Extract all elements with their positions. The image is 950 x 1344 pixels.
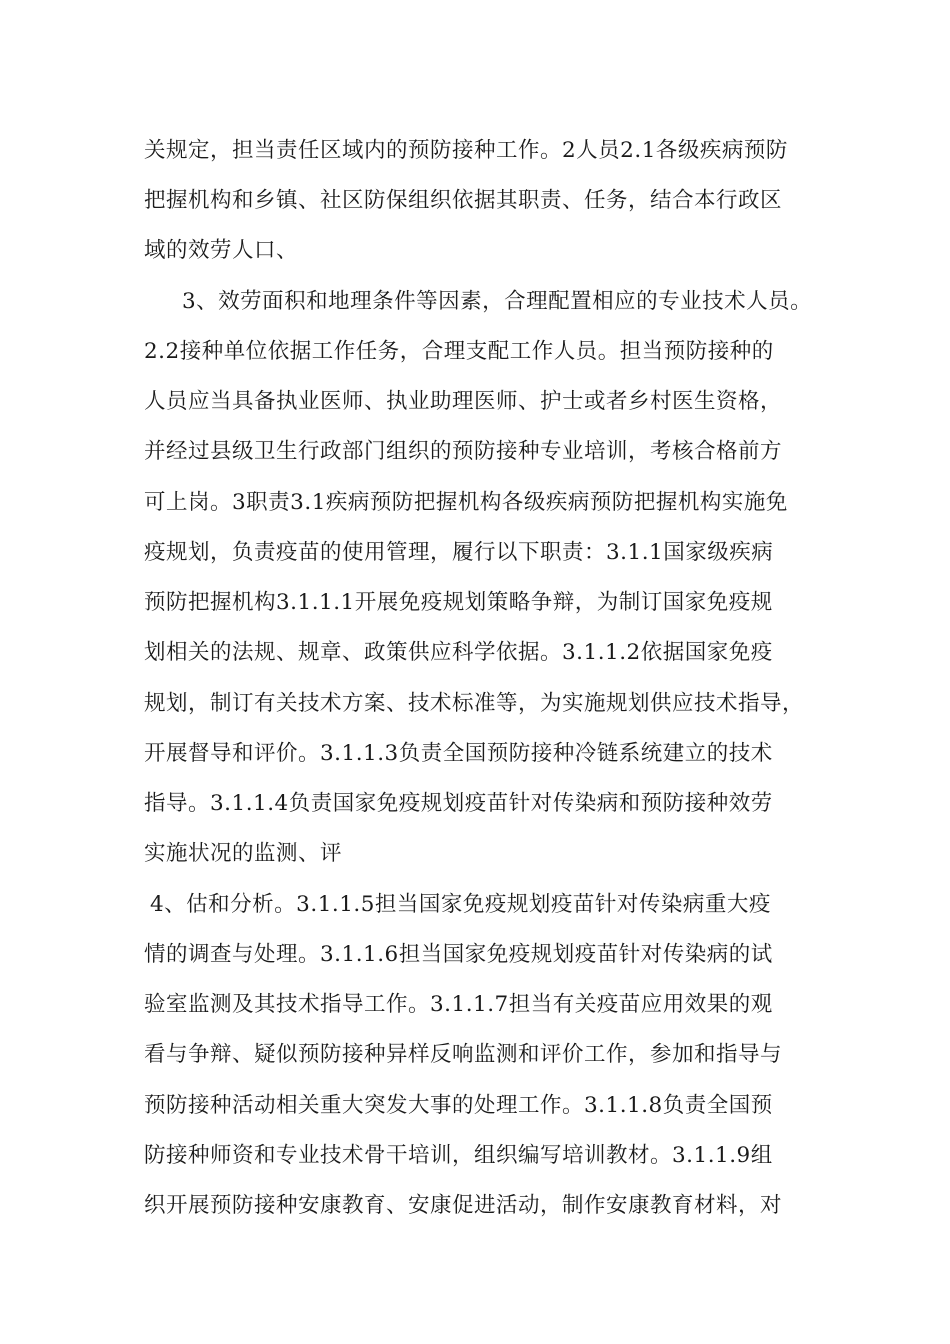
text-line: 2.2接种单位依据工作任务，合理支配工作人员。担当预防接种的 [144,339,774,364]
text-line: 划相关的法规、规章、政策供应科学依据。3.1.1.2依据国家免疫 [144,640,773,665]
text-line: 规划，制订有关技术方案、技术标准等，为实施规划供应技术指导， [144,691,805,716]
text-line: 4、估和分析。3.1.1.5担当国家免疫规划疫苗针对传染病重大疫 [150,892,771,917]
text-line: 看与争辩、疑似预防接种异样反响监测和评价工作，参加和指导与 [144,1042,783,1067]
text-line: 预防接种活动相关重大突发大事的处理工作。3.1.1.8负责全国预 [144,1093,773,1118]
text-line: 开展督导和评价。3.1.1.3负责全国预防接种冷链系统建立的技术 [144,741,773,766]
text-line: 域的效劳人口、 [144,238,299,263]
text-line: 把握机构和乡镇、社区防保组织依据其职责、任务，结合本行政区 [144,188,783,213]
text-line: 实施状况的监测、评 [144,841,343,866]
text-line: 可上岗。3职责3.1疾病预防把握机构各级疾病预防把握机构实施免 [144,490,788,515]
text-line: 验室监测及其技术指导工作。3.1.1.7担当有关疫苗应用效果的观 [144,992,773,1017]
text-line: 织开展预防接种安康教育、安康促进活动，制作安康教育材料，对 [144,1193,783,1218]
text-line: 防接种师资和专业技术骨干培训，组织编写培训教材。3.1.1.9组 [144,1143,773,1168]
text-line: 关规定，担当责任区域内的预防接种工作。2人员2.1各级疾病预防 [144,138,788,163]
text-line: 情的调查与处理。3.1.1.6担当国家免疫规划疫苗针对传染病的试 [144,942,773,967]
text-line: 3、效劳面积和地理条件等因素，合理配置相应的专业技术人员。 [160,289,813,314]
text-line: 预防把握机构3.1.1.1开展免疫规划策略争辩，为制订国家免疫规 [144,590,773,615]
text-line: 人员应当具备执业医师、执业助理医师、护士或者乡村医生资格， [144,389,783,414]
text-line: 指导。3.1.1.4负责国家免疫规划疫苗针对传染病和预防接种效劳 [144,791,773,816]
text-line: 并经过县级卫生行政部门组织的预防接种专业培训，考核合格前方 [144,439,783,464]
text-line: 疫规划，负责疫苗的使用管理，履行以下职责：3.1.1国家级疾病 [144,540,774,565]
